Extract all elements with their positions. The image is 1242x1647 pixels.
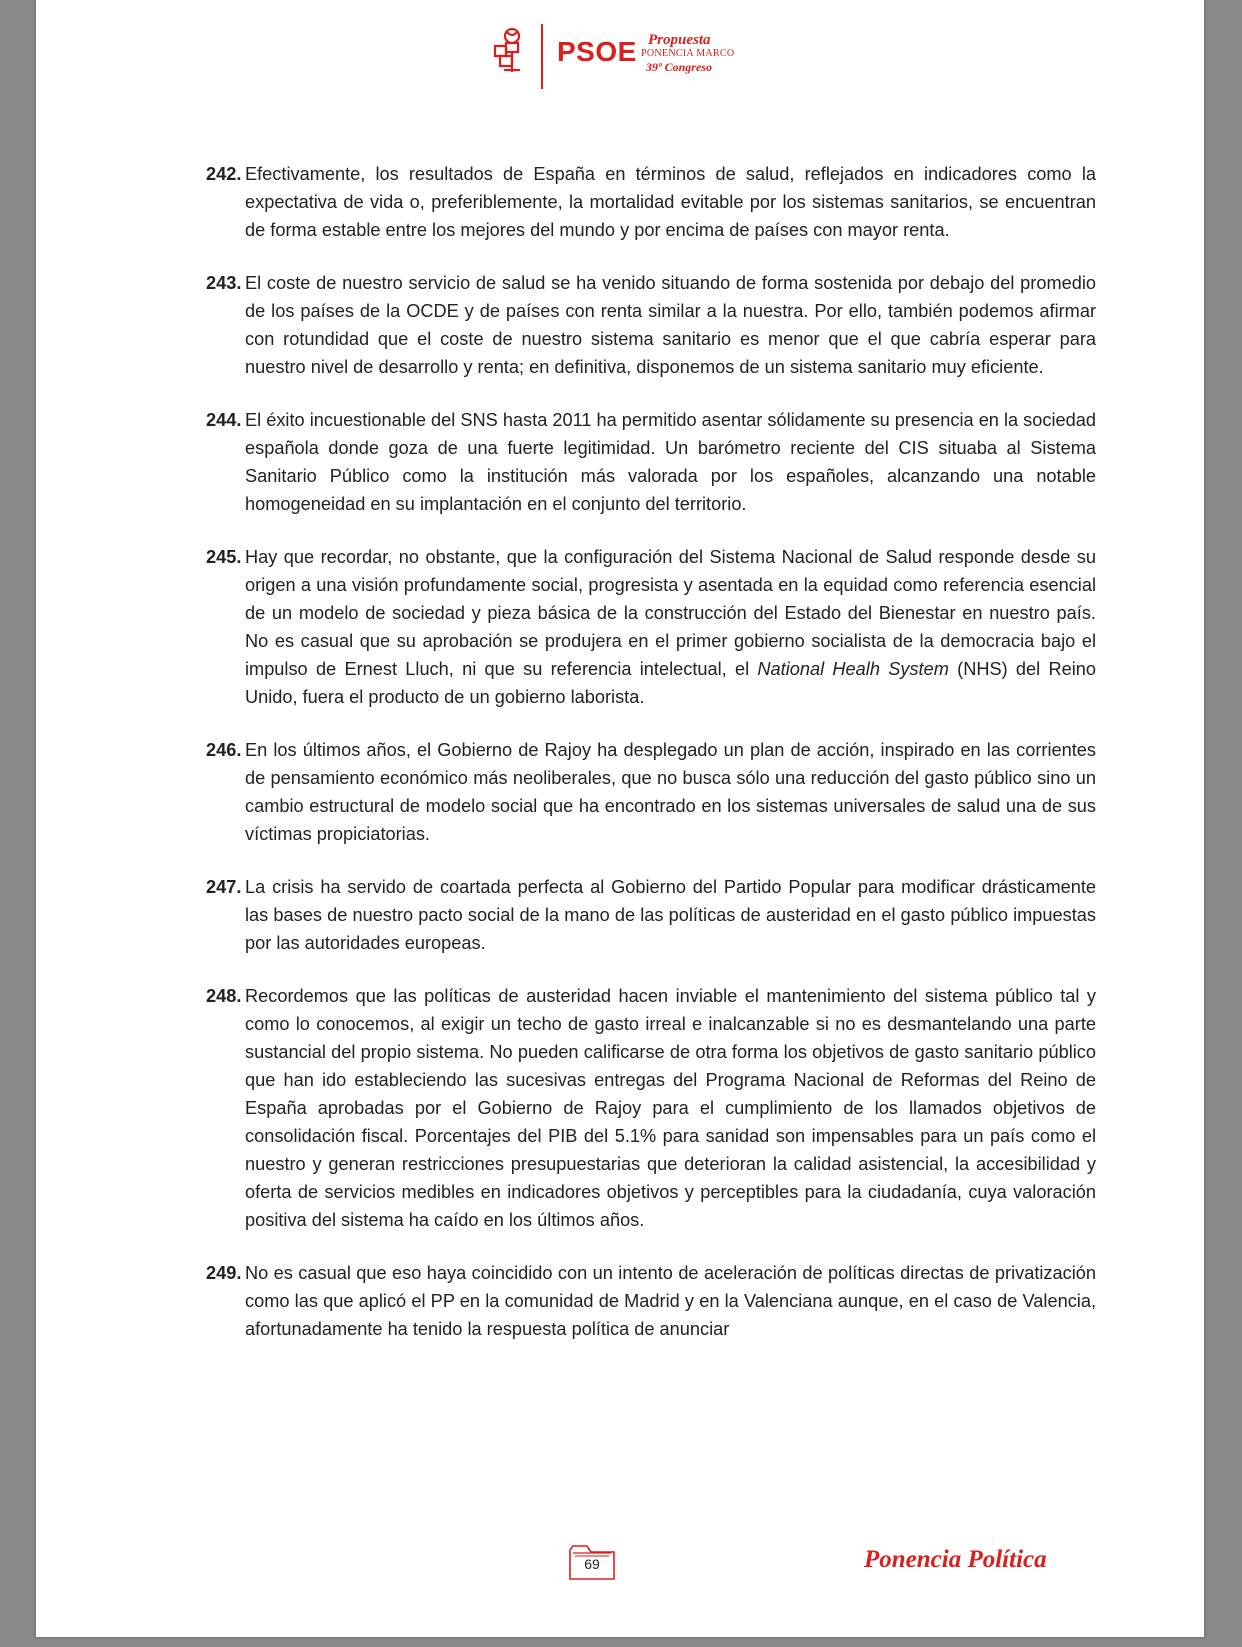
logo-subtitle [641,32,734,74]
paragraph-246 [206,736,1096,848]
paragraph-248 [206,982,1096,1234]
paragraph-number: 248. [206,986,242,1006]
document-page [36,0,1204,1637]
paragraph-249 [206,1259,1096,1343]
psoe-logo-text: PSOE [557,36,637,67]
paragraph-text: El coste de nuestro servicio de salud se ha venido situando de forma sostenida por debajo del promedio de los países de la OCDE y de países con renta similar a la nuestra. Por ello, también podemos afirmar con rotundidad que el coste de nuestro sistema sanitario es menor que el que cabría esperar para nuestro nivel de desarrollo y renta; en definitiva, disponemos de un sistema sanitario muy eficiente. [245,273,1096,377]
logo-sub-congreso: 39º Congreso [646,60,712,74]
paragraph-text: En los últimos años, el Gobierno de Rajoy ha desplegado un plan de acción, inspirado en las corrientes de pensamiento económico más neoliberales, que no busca sólo una reducción del gasto público sino un cambio estructural de modelo social que ha encontrado en los sistemas universales de salud una de sus víctimas propiciatorias. [245,740,1096,844]
paragraph-242 [206,160,1096,244]
logo-sub-ponencia: PONENCIA MARCO [641,48,735,59]
paragraph-text [245,543,1096,711]
paragraph-text-part: (NHS) del Reino Unido, fuera el producto de un gobierno laborista. [245,659,1096,707]
paragraph-245 [206,543,1096,711]
paragraph-number: 243. [206,273,242,293]
page-header [36,0,1204,100]
paragraph-243 [206,269,1096,381]
paragraph-247 [206,873,1096,957]
paragraph-244 [206,406,1096,518]
paragraph-number: 244. [206,410,242,430]
paragraph-number: 242. [206,164,242,184]
paragraph-number: 247. [206,877,242,897]
paragraph-number: 246. [206,740,242,760]
paragraph-text: Recordemos que las políticas de austeridad hacen inviable el mantenimiento del sistema público tal y como lo conocemos, al exigir un techo de gasto irreal e inalcanzable si no es desmantelando una parte sustancial del propio sistema. No pueden calificarse de otra forma los objetivos de gasto sanitario público que han ido estableciendo las sucesivas entregas del Programa Nacional de Reformas del Reino de España aprobadas por el Gobierno de Rajoy para el cumplimiento de los llamados objetivos de consolidación fiscal. Porcentajes del PIB del 5.1% para sanidad son impensables para un país como el nuestro y generan restricciones presupuestarias que deterioran la calidad asistencial, la accesibilidad y oferta de servicios medibles en indicadores objetivos y perceptibles para la ciudadanía, cuya valoración positiva del sistema ha caído en los últimos años. [245,986,1096,1230]
paragraph-text: El éxito incuestionable del SNS hasta 2011 ha permitido asentar sólidamente su presencia en la sociedad española donde goza de una fuerte legitimidad. Un barómetro reciente del CIS situaba al Sistema Sanitario Público como la institución más valorada por los españoles, alcanzando una notable homogeneidad en su implantación en el conjunto del territorio. [245,410,1096,514]
logo-divider [541,24,543,89]
paragraph-text-part: Hay que recordar, no obstante, que la configuración del Sistema Nacional de Salud responde desde su origen a una visión profundamente social, progresista y asentada en la equidad como referencia esencial de un modelo de sociedad y pieza básica de la construcción del Estado del Bienestar en nuestro país. No es casual que su aprobación se produjera en el primer gobierno socialista de la democracia bajo el impulso de Ernest Lluch, ni que su referencia intelectual, el [245,547,1096,679]
paragraph-italic-term: National Healh System [757,659,949,679]
footer-section-label: Ponencia Política [864,1546,1047,1573]
paragraph-text: La crisis ha servido de coartada perfecta al Gobierno del Partido Popular para modificar drásticamente las bases de nuestro pacto social de la mano de las políticas de austeridad en el gasto público impuestas por las autoridades europeas. [245,877,1096,953]
paragraph-text: No es casual que eso haya coincidido con un intento de aceleración de políticas directas de privatización como las que aplicó el PP en la comunidad de Madrid y en la Valenciana aunque, en el caso de Valencia, afortunadamente ha tenido la respuesta política de anunciar [245,1263,1096,1339]
logo-sub-propuesta: Propuesta [648,32,711,48]
document-body [206,160,1096,1368]
paragraph-number: 249. [206,1263,242,1283]
paragraph-text: Efectivamente, los resultados de España en términos de salud, reflejados en indicadores como la expectativa de vida o, preferiblemente, la mortalidad evitable por los sistemas sanitarios, se encuentran de forma estable entre los mejores del mundo y por encima de países con mayor renta. [245,164,1096,240]
paragraph-number: 245. [206,547,242,567]
rose-logo-icon [492,26,526,76]
page-number: 69 [584,1556,600,1572]
